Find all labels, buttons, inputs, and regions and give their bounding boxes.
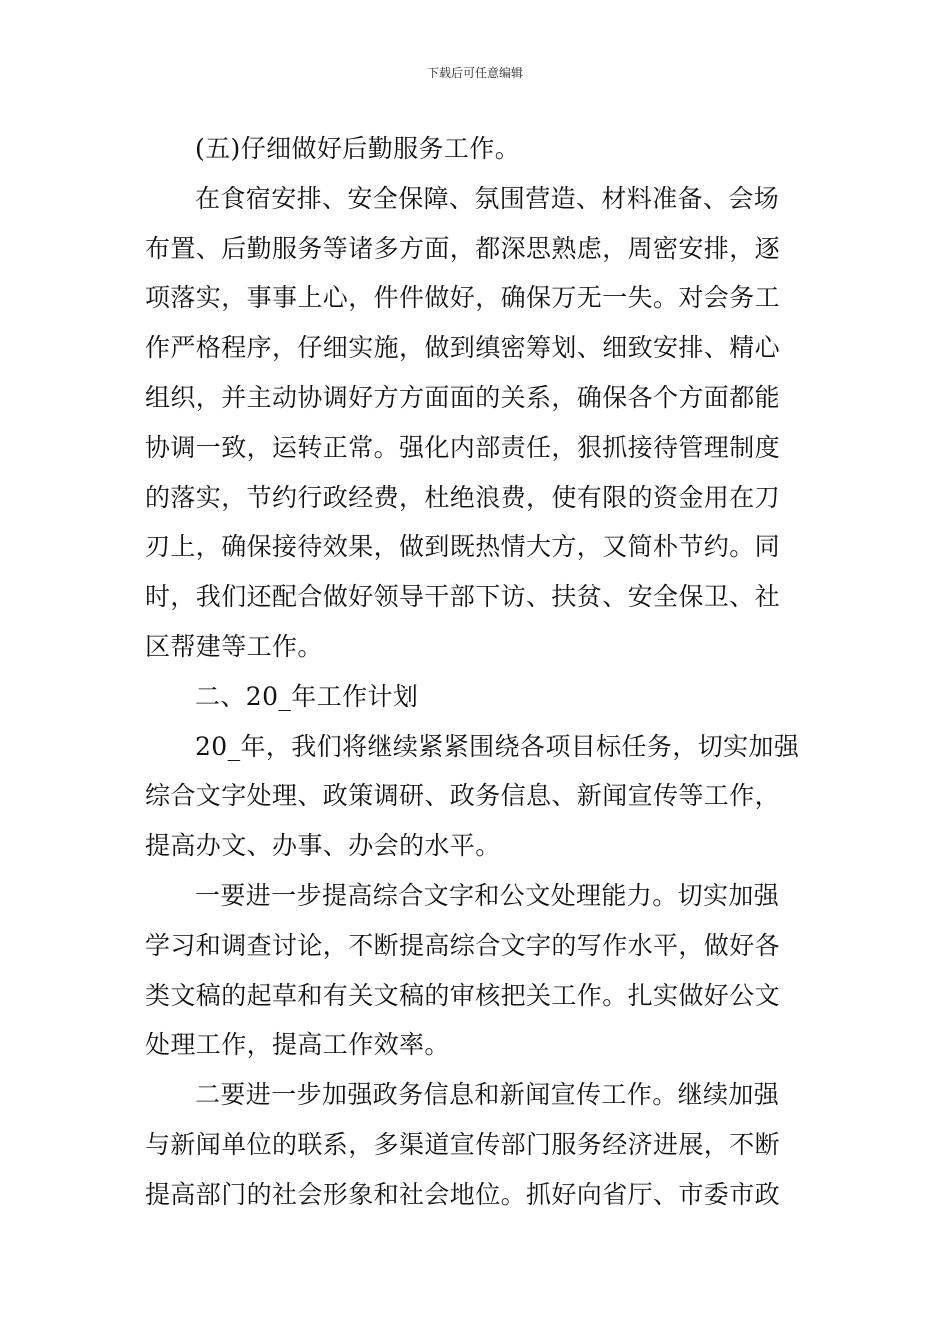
text-line: 二要进一步加强政务信息和新闻宣传工作。继续加强 <box>195 1080 780 1110</box>
text-line: 一要进一步提高综合文字和公文处理能力。切实加强 <box>195 880 780 910</box>
text-line: 区帮建等工作。 <box>145 631 323 661</box>
text-line: 提高部门的社会形象和社会地位。抓好向省厅、市委市政 <box>145 1179 781 1209</box>
text-line: 组织，并主动协调好方方面面的关系，确保各个方面都能 <box>145 382 781 412</box>
text-line: 时，我们还配合做好领导干部下访、扶贫、安全保卫、社 <box>145 582 781 612</box>
text-line: 作严格程序，仔细实施，做到缜密筹划、细致安排、精心 <box>145 333 781 363</box>
text-line: 学习和调查讨论，不断提高综合文字的写作水平，做好各 <box>145 930 781 960</box>
text-line: 类文稿的起草和有关文稿的审核把关工作。扎实做好公文 <box>145 980 781 1010</box>
text-line: 刃上，确保接待效果，做到既热情大方，又简朴节约。同 <box>145 532 781 562</box>
text-line: 二、20_年工作计划 <box>195 681 419 711</box>
document-body <box>145 124 805 1220</box>
text-line: 提高办文、办事、办会的水平。 <box>145 831 501 861</box>
text-line: 在食宿安排、安全保障、氛围营造、材料准备、会场 <box>195 183 780 213</box>
text-line: 的落实，节约行政经费，杜绝浪费，使有限的资金用在刀 <box>145 482 781 512</box>
page-header: 下载后可任意编辑 <box>426 66 523 80</box>
text-line: 布置、后勤服务等诸多方面，都深思熟虑，周密安排，逐 <box>145 233 781 263</box>
text-line: 20_年，我们将继续紧紧围绕各项目标任务，切实加强 <box>195 731 800 761</box>
text-line: 项落实，事事上心，件件做好，确保万无一失。对会务工 <box>145 283 781 313</box>
text-line: 协调一致，运转正常。强化内部责任，狠抓接待管理制度 <box>145 432 781 462</box>
text-line: (五)仔细做好后勤服务工作。 <box>195 134 521 163</box>
text-line: 与新闻单位的联系，多渠道宣传部门服务经济进展，不断 <box>145 1129 781 1159</box>
text-line: 处理工作，提高工作效率。 <box>145 1030 450 1060</box>
text-line: 综合文字处理、政策调研、政务信息、新闻宣传等工作， <box>145 781 781 811</box>
